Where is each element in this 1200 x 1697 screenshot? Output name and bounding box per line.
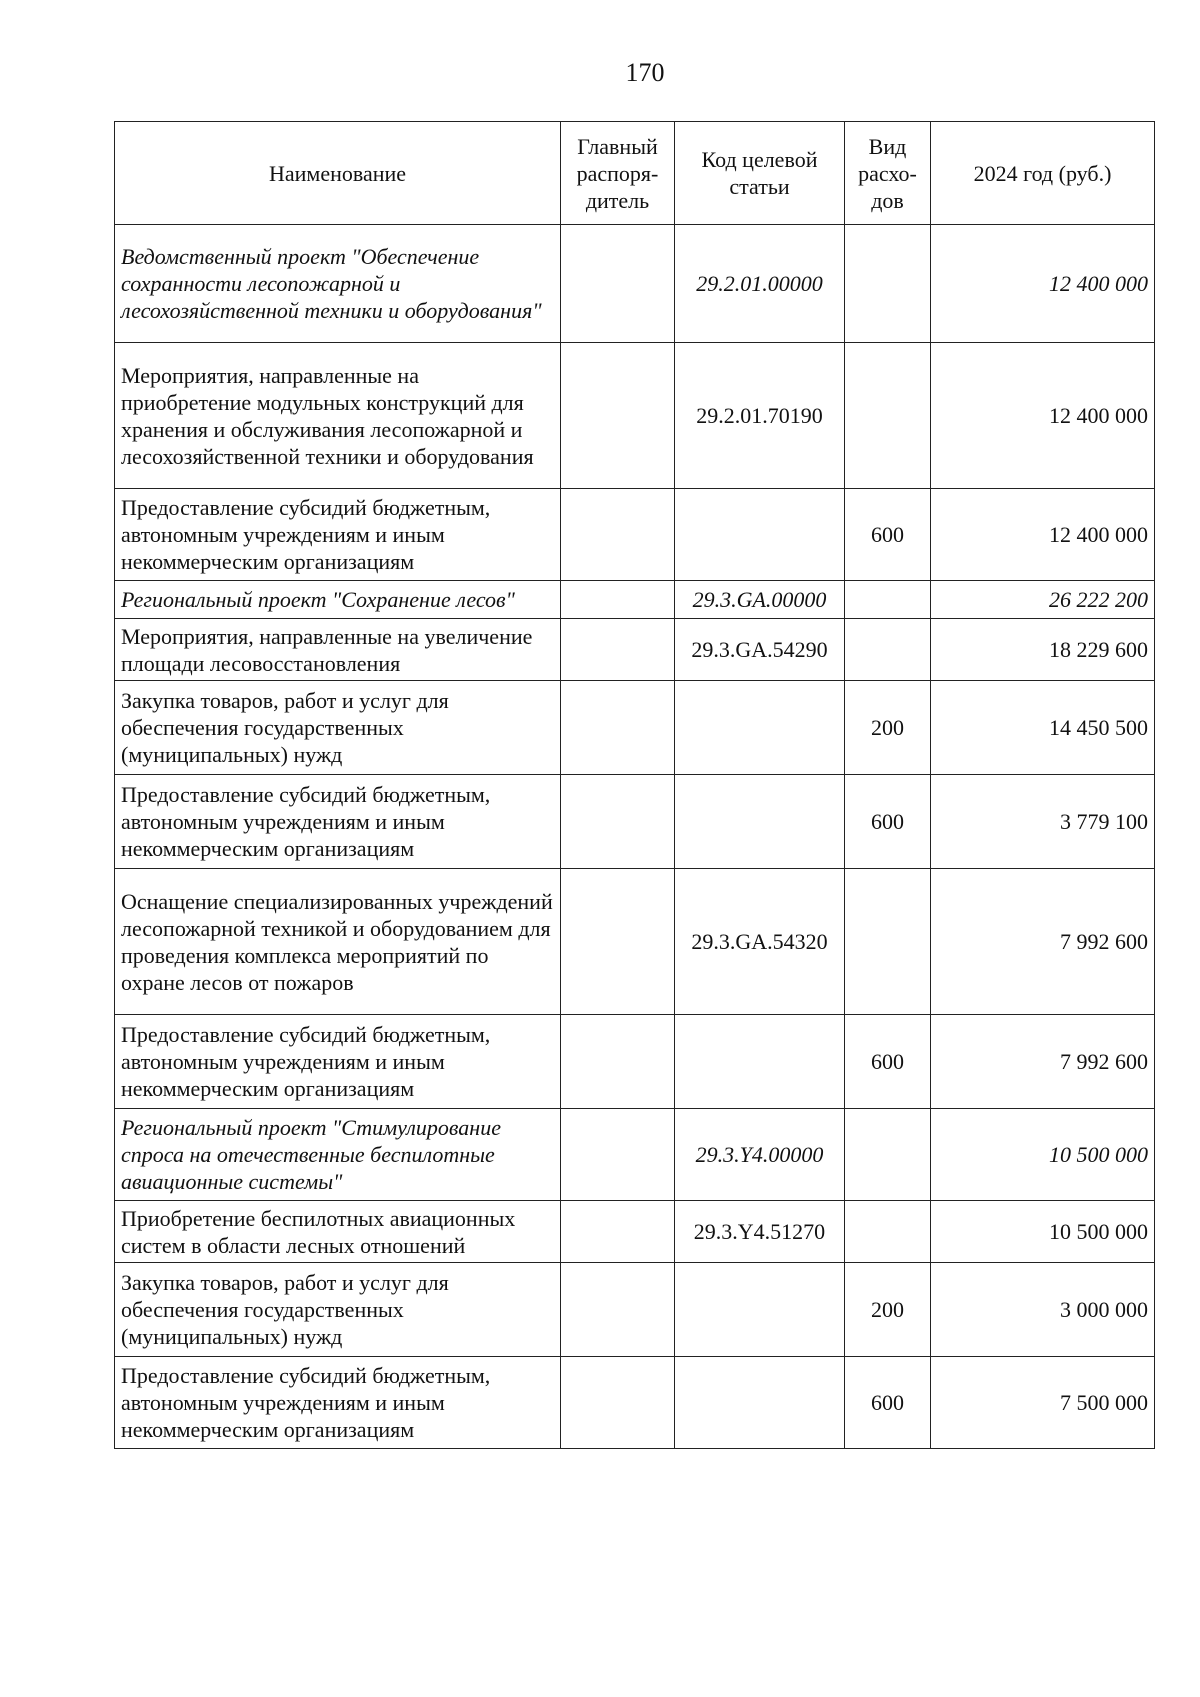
row-name-cell: Мероприятия, направленные на приобретение модульных конструкций для хранения и обслуживания лесопожарной и лесохозяйственной техники и оборудования — [115, 343, 561, 489]
table-row — [115, 489, 1155, 581]
row-amount-cell: 3 000 000 — [931, 1263, 1155, 1357]
row-name-cell: Предоставление субсидий бюджетным, автономным учреждениям и иным некоммерческим организациям — [115, 775, 561, 869]
row-glavny-cell — [561, 581, 675, 619]
header-glavny: Главный распоря-дитель — [561, 122, 675, 225]
row-code-cell: 29.3.GA.00000 — [675, 581, 845, 619]
row-code-cell: 29.3.Y4.51270 — [675, 1201, 845, 1263]
row-glavny-cell — [561, 225, 675, 343]
row-code-cell — [675, 681, 845, 775]
row-code-cell — [675, 1357, 845, 1449]
row-amount-cell: 12 400 000 — [931, 225, 1155, 343]
row-vid-cell — [845, 869, 931, 1015]
table-row — [115, 869, 1155, 1015]
table-row — [115, 681, 1155, 775]
table-row — [115, 1015, 1155, 1109]
row-vid-cell: 200 — [845, 1263, 931, 1357]
row-vid-cell: 200 — [845, 681, 931, 775]
row-glavny-cell — [561, 1357, 675, 1449]
table-row — [115, 775, 1155, 869]
row-name-cell: Предоставление субсидий бюджетным, автономным учреждениям и иным некоммерческим организациям — [115, 489, 561, 581]
row-amount-cell: 12 400 000 — [931, 343, 1155, 489]
row-amount-cell: 10 500 000 — [931, 1201, 1155, 1263]
table-row — [115, 1109, 1155, 1201]
row-vid-cell — [845, 225, 931, 343]
row-glavny-cell — [561, 619, 675, 681]
row-name-cell: Оснащение специализированных учреждений лесопожарной техникой и оборудованием для проведения комплекса мероприятий по охране лесов от пожаров — [115, 869, 561, 1015]
row-code-cell: 29.2.01.00000 — [675, 225, 845, 343]
row-code-cell — [675, 1263, 845, 1357]
row-amount-cell: 14 450 500 — [931, 681, 1155, 775]
row-code-cell — [675, 489, 845, 581]
row-vid-cell — [845, 619, 931, 681]
row-glavny-cell — [561, 1109, 675, 1201]
row-name-cell: Закупка товаров, работ и услуг для обеспечения государственных (муниципальных) нужд — [115, 681, 561, 775]
row-vid-cell — [845, 343, 931, 489]
header-year: 2024 год (руб.) — [931, 122, 1155, 225]
row-glavny-cell — [561, 775, 675, 869]
row-vid-cell: 600 — [845, 489, 931, 581]
row-glavny-cell — [561, 343, 675, 489]
row-glavny-cell — [561, 869, 675, 1015]
row-amount-cell: 7 500 000 — [931, 1357, 1155, 1449]
row-amount-cell: 10 500 000 — [931, 1109, 1155, 1201]
row-name-cell: Закупка товаров, работ и услуг для обеспечения государственных (муниципальных) нужд — [115, 1263, 561, 1357]
row-glavny-cell — [561, 489, 675, 581]
table-row — [115, 343, 1155, 489]
header-name: Наименование — [115, 122, 561, 225]
page-number: 170 — [625, 58, 665, 87]
row-code-cell — [675, 1015, 845, 1109]
table-row — [115, 1357, 1155, 1449]
header-row — [115, 122, 1155, 225]
table-row — [115, 1263, 1155, 1357]
row-glavny-cell — [561, 1201, 675, 1263]
row-name-cell: Региональный проект "Стимулирование спроса на отечественные беспилотные авиационные системы" — [115, 1109, 561, 1201]
row-amount-cell: 12 400 000 — [931, 489, 1155, 581]
table-row — [115, 581, 1155, 619]
row-vid-cell — [845, 1201, 931, 1263]
row-glavny-cell — [561, 1015, 675, 1109]
row-code-cell: 29.3.GA.54320 — [675, 869, 845, 1015]
table-row — [115, 619, 1155, 681]
header-vid: Вид расхо-дов — [845, 122, 931, 225]
row-code-cell: 29.2.01.70190 — [675, 343, 845, 489]
row-name-cell: Предоставление субсидий бюджетным, автономным учреждениям и иным некоммерческим организациям — [115, 1015, 561, 1109]
row-name-cell: Приобретение беспилотных авиационных систем в области лесных отношений — [115, 1201, 561, 1263]
header-kod: Код целевой статьи — [675, 122, 845, 225]
row-vid-cell: 600 — [845, 775, 931, 869]
row-name-cell: Ведомственный проект "Обеспечение сохранности лесопожарной и лесохозяйственной техники и оборудования" — [115, 225, 561, 343]
row-code-cell: 29.3.GA.54290 — [675, 619, 845, 681]
row-vid-cell: 600 — [845, 1357, 931, 1449]
row-amount-cell: 3 779 100 — [931, 775, 1155, 869]
table-row — [115, 225, 1155, 343]
row-vid-cell — [845, 581, 931, 619]
row-name-cell: Мероприятия, направленные на увеличение площади лесовосстановления — [115, 619, 561, 681]
row-name-cell: Предоставление субсидий бюджетным, автономным учреждениям и иным некоммерческим организациям — [115, 1357, 561, 1449]
row-code-cell — [675, 775, 845, 869]
row-glavny-cell — [561, 681, 675, 775]
budget-table — [114, 121, 1155, 1449]
row-vid-cell — [845, 1109, 931, 1201]
row-name-cell: Региональный проект "Сохранение лесов" — [115, 581, 561, 619]
row-code-cell: 29.3.Y4.00000 — [675, 1109, 845, 1201]
table-row — [115, 1201, 1155, 1263]
row-amount-cell: 7 992 600 — [931, 1015, 1155, 1109]
row-amount-cell: 18 229 600 — [931, 619, 1155, 681]
row-amount-cell: 26 222 200 — [931, 581, 1155, 619]
row-vid-cell: 600 — [845, 1015, 931, 1109]
row-amount-cell: 7 992 600 — [931, 869, 1155, 1015]
row-glavny-cell — [561, 1263, 675, 1357]
